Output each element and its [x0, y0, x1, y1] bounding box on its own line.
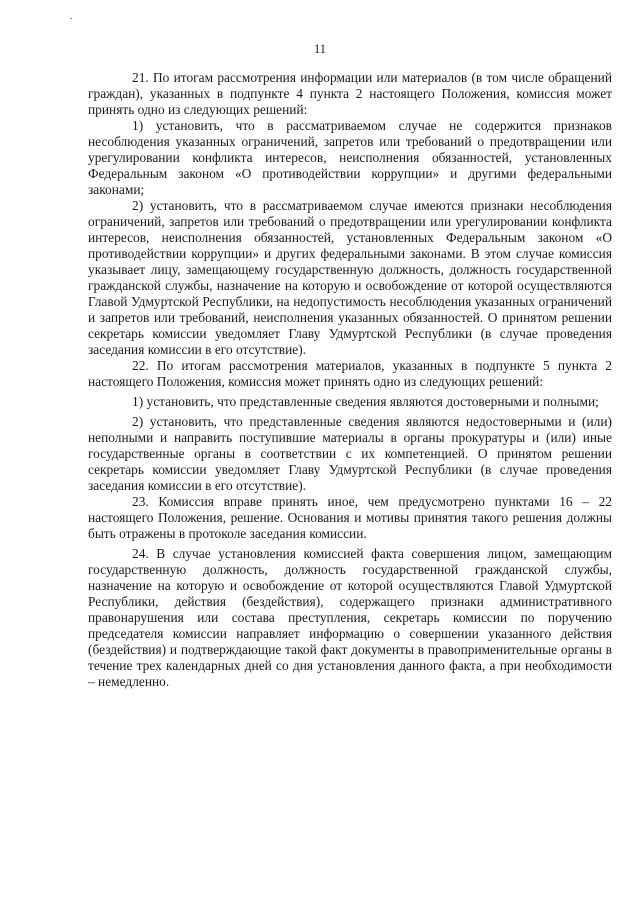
scan-speck: [70, 18, 72, 19]
paragraph-21-item-2: 2) установить, что в рассматриваемом случае имеются признаки несоблюдения ограничений, запретов или требований о предотвращении или урегулировании конфликта интересов, неисполнения обязанностей, установленных Федеральным законом «О противодействии коррупции» и других федеральными законами. В этом случае комиссия указывает лицу, замещающему государственную должность, должность государственной гражданской службы, назначение на которую и освобождение от которой осуществляются Главой Удмуртской Республики, на недопустимость несоблюдения указанных ограничений и запретов или требований, неисполнения указанных обязанностей. О принятом решении секретарь комиссии уведомляет Главу Удмуртской Республики (в случае проведения заседания комиссии в его отсутствие).: [88, 198, 612, 357]
paragraph-21-item-1: 1) установить, что в рассматриваемом случае не содержится признаков несоблюдения указанных ограничений, запретов или требований о предотвращении или урегулировании конфликта интересов, неисполнения обязанностей, установленных Федеральным законом «О противодействии коррупции» и другими федеральными законами;: [88, 118, 612, 197]
paragraph-21: 21. По итогам рассмотрения информации или материалов (в том числе обращений граждан), указанных в подпункте 4 пункта 2 настоящего Положения, комиссия может принять одно из следующих решений:: [88, 70, 612, 117]
page-number: 11: [313, 42, 327, 56]
paragraph-22-item-1: 1) установить, что представленные сведения являются достоверными и полными;: [132, 394, 599, 409]
paragraph-22: 22. По итогам рассмотрения материалов, указанных в подпункте 5 пункта 2 настоящего Положения, комиссия может принять одно из следующих решений:: [88, 358, 612, 389]
paragraph-22-item-2: 2) установить, что представленные сведения являются недостоверными и (или) неполными и направить поступившие материалы в органы прокуратуры и (или) иные государственные органы в соответствии с их компетенцией. О принятом решении секретарь комиссии уведомляет Главу Удмуртской Республики (в случае проведения заседания комиссии в его отсутствие).: [88, 414, 612, 493]
document-body: [88, 70, 612, 690]
paragraph-24: 24. В случае установления комиссией факта совершения лицом, замещающим государственную должность, должность государственной гражданской службы, назначение на которую и освобождение от которой осуществляются Главой Удмуртской Республики, действия (бездействия), содержащего признаки административного правонарушения или состава преступления, секретарь комиссии по поручению председателя комиссии направляет информацию о совершении указанного действия (бездействия) и подтверждающие такой факт документы в правоприменительные органы в течение трех календарных дней со дня установления данного факта, а при необходимости – немедленно.: [88, 546, 612, 689]
paragraph-23: 23. Комиссия вправе принять иное, чем предусмотрено пунктами 16 – 22 настоящего Положения, решение. Основания и мотивы принятия такого решения должны быть отражены в протоколе заседания комиссии.: [88, 494, 612, 541]
